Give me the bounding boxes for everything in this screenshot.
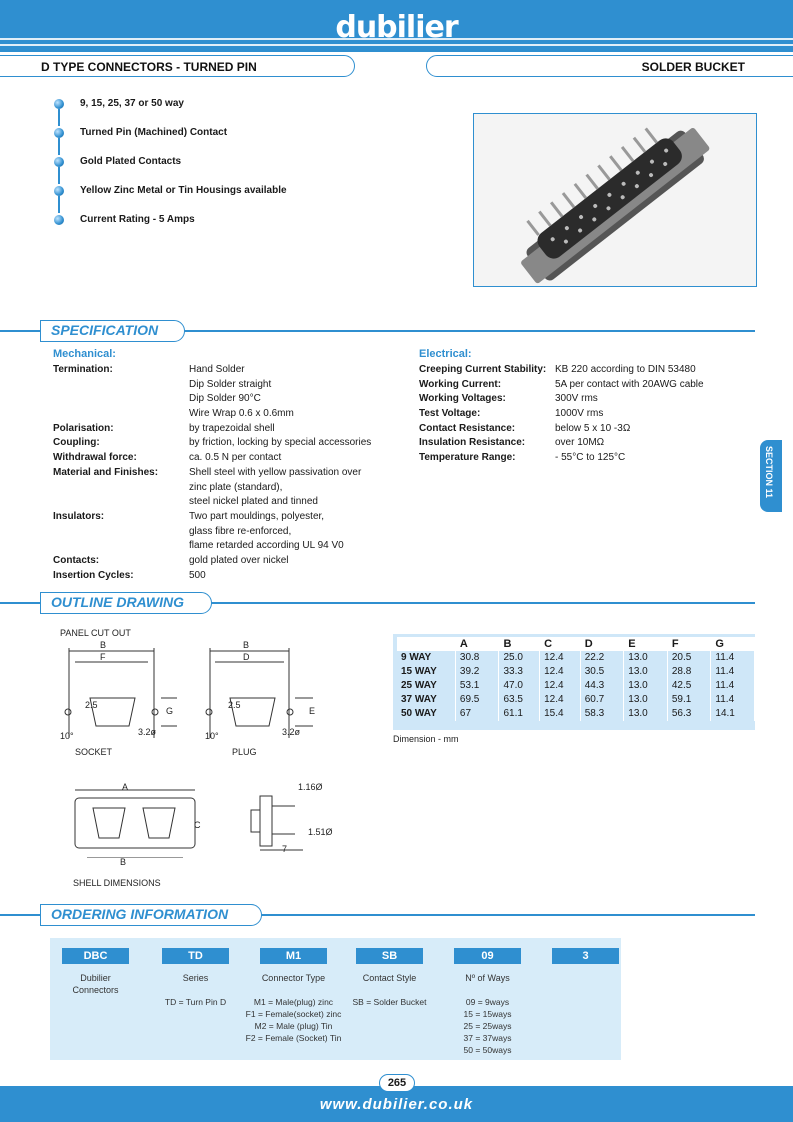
header-band: [0, 0, 793, 52]
detail-line: TD = Turn Pin D: [164, 997, 227, 1007]
panel-cut-out-label: PANEL CUT OUT: [60, 628, 131, 638]
section-title: ORDERING INFORMATION: [40, 904, 262, 926]
spec-label: Polarisation:: [53, 422, 114, 434]
dim-label-radius: 2.5: [85, 700, 98, 710]
bullet-icon: [54, 186, 64, 196]
mechanical-spec-row: [53, 510, 393, 525]
mechanical-spec-row: [53, 451, 393, 466]
detail-line: 50 = 50ways: [463, 1045, 512, 1055]
table-row: [397, 665, 755, 679]
mechanical-spec-row: [53, 554, 393, 569]
product-title: D TYPE CONNECTORS - TURNED PIN: [0, 55, 355, 77]
table-cell: 25.0: [499, 651, 540, 665]
dim-label-g: G: [166, 706, 174, 716]
spec-label: Test Voltage:: [419, 408, 481, 420]
spec-value: 5A per contact with 20AWG cable: [555, 378, 704, 390]
spec-value: Shell steel with yellow passivation over: [189, 466, 362, 478]
dim-label-hole: 3.2ø: [138, 727, 157, 737]
dim-label-e: E: [309, 706, 316, 716]
spec-value: Wire Wrap 0.6 x 0.6mm: [189, 408, 294, 420]
mechanical-title: Mechanical:: [53, 348, 116, 360]
table-cell: 67: [455, 707, 499, 721]
spec-label: Temperature Range:: [419, 452, 516, 464]
ordering-header: [0, 904, 793, 926]
electrical-spec-row: [419, 378, 759, 393]
dimension-table: [393, 634, 755, 730]
table-cell: 11.4: [711, 693, 755, 707]
dim-label-b: B: [120, 857, 127, 867]
table-header-row: [397, 637, 755, 651]
electrical-spec: [419, 363, 759, 466]
product-photo: [473, 113, 757, 287]
mechanical-spec-row: [53, 525, 393, 540]
caption-line: Connector Type: [261, 973, 326, 983]
spec-label: Working Current:: [419, 378, 502, 390]
mechanical-spec-row: [53, 407, 393, 422]
table-cell: 22.2: [580, 651, 624, 665]
spec-label: Contact Resistance:: [419, 422, 516, 434]
spec-value: - 55°C to 125°C: [555, 452, 626, 464]
termination-title: SOLDER BUCKET: [426, 55, 793, 77]
mechanical-spec-row: [53, 392, 393, 407]
table-cell: 33.3: [499, 665, 540, 679]
table-cell: 12.4: [540, 693, 581, 707]
caption-line: Contact Style: [362, 973, 417, 983]
ordering-panel: [50, 938, 621, 1060]
bullet-icon: [54, 99, 64, 109]
mechanical-spec-row: [53, 422, 393, 437]
spec-label: Creeping Current Stability:: [419, 364, 547, 375]
electrical-spec-row: [419, 392, 759, 407]
table-cell: 12.4: [540, 651, 581, 665]
dim-label-b: B: [243, 640, 250, 650]
dim-label-f: F: [100, 652, 106, 662]
table-header-cell: [397, 637, 455, 651]
table-cell: 61.1: [499, 707, 540, 721]
section-side-tab: SECTION 11: [760, 440, 782, 512]
table-cell: 13.0: [624, 707, 668, 721]
table-header-cell: A: [455, 637, 499, 651]
spec-label: Withdrawal force:: [53, 452, 137, 464]
table-header-cell: G: [711, 637, 755, 651]
table-cell: 58.3: [580, 707, 624, 721]
table-cell: 30.5: [580, 665, 624, 679]
section-title: SPECIFICATION: [40, 320, 185, 342]
detail-line: 09 = 9ways: [465, 997, 510, 1007]
order-code-box: M1: [260, 948, 327, 964]
table-cell: 60.7: [580, 693, 624, 707]
spec-value: 300V rms: [555, 393, 598, 405]
electrical-spec-row: [419, 407, 759, 422]
table-header-cell: C: [540, 637, 581, 651]
spec-value: zinc plate (standard),: [189, 481, 283, 493]
caption-line: Connectors: [72, 985, 119, 995]
table-cell: 37 WAY: [397, 693, 455, 707]
detail-line: 25 = 25ways: [463, 1021, 512, 1031]
table-cell: 25 WAY: [397, 679, 455, 693]
table-cell: 12.4: [540, 679, 581, 693]
electrical-spec-row: [419, 451, 759, 466]
spec-value: KB 220 according to DIN 53480: [555, 364, 696, 375]
table-cell: 13.0: [624, 693, 668, 707]
bullet-icon: [54, 128, 64, 138]
order-code-box: 3: [552, 948, 619, 964]
dim-label-pin: 1.16Ø: [298, 782, 323, 792]
order-code-box: DBC: [62, 948, 129, 964]
mechanical-spec-row: [53, 539, 393, 554]
spec-label: Insulation Resistance:: [419, 437, 526, 449]
electrical-title: Electrical:: [419, 348, 472, 360]
dim-label-bucket: 1.51Ø: [308, 827, 333, 837]
spec-value: Hand Solder: [189, 364, 245, 375]
plug-label: PLUG: [232, 747, 257, 757]
table-cell: 28.8: [667, 665, 711, 679]
table-cell: 14.1: [711, 707, 755, 721]
order-code-caption: [142, 972, 249, 984]
table-cell: 11.4: [711, 665, 755, 679]
electrical-spec-row: [419, 436, 759, 451]
order-code-details: [424, 996, 551, 1056]
order-code-caption: [336, 972, 443, 984]
caption-line: Dubilier: [80, 973, 111, 983]
mechanical-spec-row: [53, 436, 393, 451]
detail-line: F1 = Female(socket) zinc: [245, 1009, 342, 1019]
table-cell: 44.3: [580, 679, 624, 693]
electrical-spec-row: [419, 422, 759, 437]
mechanical-spec-row: [53, 466, 393, 481]
table-cell: 56.3: [667, 707, 711, 721]
website-link[interactable]: www.dubilier.co.uk: [319, 1096, 474, 1113]
mechanical-spec-row: [53, 569, 393, 584]
bullet-icon: [54, 215, 64, 225]
table-cell: 69.5: [455, 693, 499, 707]
mechanical-spec-row: [53, 363, 393, 378]
order-code-caption: [434, 972, 541, 984]
table-cell: 15 WAY: [397, 665, 455, 679]
spec-label: Insertion Cycles:: [53, 569, 134, 581]
dim-label-b: B: [100, 640, 107, 650]
table-cell: 13.0: [624, 665, 668, 679]
table-cell: 59.1: [667, 693, 711, 707]
spec-value: 1000V rms: [555, 408, 604, 420]
table-cell: 13.0: [624, 679, 668, 693]
table-row: [397, 693, 755, 707]
spec-value: over 10MΩ: [555, 437, 605, 449]
mechanical-spec-row: [53, 378, 393, 393]
spec-label: Working Voltages:: [419, 393, 506, 405]
table-row: [397, 707, 755, 721]
table-cell: 11.4: [711, 679, 755, 693]
spec-value: below 5 x 10 -3Ω: [555, 422, 631, 434]
spec-value: steel nickel plated and tinned: [189, 496, 318, 508]
table-cell: 63.5: [499, 693, 540, 707]
detail-line: SB = Solder Bucket: [352, 997, 427, 1007]
spec-value: flame retarded according UL 94 V0: [189, 540, 344, 552]
caption-line: Nº of Ways: [465, 973, 510, 983]
bullet-icon: [54, 157, 64, 167]
table-cell: 50 WAY: [397, 707, 455, 721]
detail-line: 15 = 15ways: [463, 1009, 512, 1019]
table-header-cell: D: [580, 637, 624, 651]
dim-label-c: C: [194, 820, 201, 830]
table-cell: 30.8: [455, 651, 499, 665]
spec-label: Insulators:: [53, 510, 105, 522]
table-header-cell: F: [667, 637, 711, 651]
spec-value: glass fibre re-enforced,: [189, 525, 292, 537]
dim-label-angle: 10°: [205, 731, 219, 741]
detail-line: M2 = Male (plug) Tin: [254, 1021, 333, 1031]
dim-label-length: 7: [282, 844, 288, 854]
table-header-cell: B: [499, 637, 540, 651]
electrical-spec-row: [419, 363, 759, 378]
order-code-caption: [240, 972, 347, 984]
mechanical-spec-row: [53, 495, 393, 510]
table-row: [397, 679, 755, 693]
detail-line: M1 = Male(plug) zinc: [253, 997, 334, 1007]
dim-label-d: D: [243, 652, 250, 662]
table-cell: 9 WAY: [397, 651, 455, 665]
table-header-cell: E: [624, 637, 668, 651]
section-title: OUTLINE DRAWING: [40, 592, 212, 614]
table-cell: 20.5: [667, 651, 711, 665]
specification-header: [0, 320, 793, 342]
spec-value: gold plated over nickel: [189, 554, 289, 566]
mechanical-spec-row: [53, 481, 393, 496]
table-cell: 47.0: [499, 679, 540, 693]
spec-value: by trapezoidal shell: [189, 422, 275, 434]
brand-logo: dubilier: [335, 10, 458, 45]
table-cell: 13.0: [624, 651, 668, 665]
detail-line: 37 = 37ways: [463, 1033, 512, 1043]
dim-label-radius: 2.5: [228, 700, 241, 710]
connector-photo-icon: [474, 114, 756, 286]
spec-value: 500: [189, 569, 206, 581]
order-code-box: TD: [162, 948, 229, 964]
table-row: [397, 651, 755, 665]
table-cell: 42.5: [667, 679, 711, 693]
caption-line: Series: [182, 973, 209, 983]
socket-label: SOCKET: [75, 747, 113, 757]
table-cell: 39.2: [455, 665, 499, 679]
order-code-caption: [42, 972, 149, 996]
dim-label-angle: 10°: [60, 731, 74, 741]
dim-label-hole: 3.2ø: [282, 727, 301, 737]
spec-value: Dip Solder straight: [189, 378, 272, 390]
spec-label: Contacts:: [53, 554, 100, 566]
table-cell: 15.4: [540, 707, 581, 721]
shell-dimensions-label: SHELL DIMENSIONS: [73, 878, 161, 888]
spec-label: Termination:: [53, 364, 113, 375]
spec-value: Dip Solder 90°C: [189, 393, 261, 405]
outline-header: [0, 592, 793, 614]
spec-value: Two part mouldings, polyester,: [189, 510, 325, 522]
spec-label: Coupling:: [53, 437, 100, 449]
dimension-note: Dimension - mm: [393, 734, 459, 744]
page-number: 265: [379, 1074, 415, 1092]
mechanical-spec: [53, 363, 393, 583]
order-code-box: SB: [356, 948, 423, 964]
spec-label: Material and Finishes:: [53, 466, 159, 478]
order-code-box: 09: [454, 948, 521, 964]
table-cell: 53.1: [455, 679, 499, 693]
dim-label-a: A: [122, 782, 129, 792]
detail-line: F2 = Female (Socket) Tin: [245, 1033, 342, 1043]
spec-value: by friction, locking by special accessories: [189, 437, 372, 449]
table-cell: 11.4: [711, 651, 755, 665]
spec-value: ca. 0.5 N per contact: [189, 452, 282, 464]
table-cell: 12.4: [540, 665, 581, 679]
